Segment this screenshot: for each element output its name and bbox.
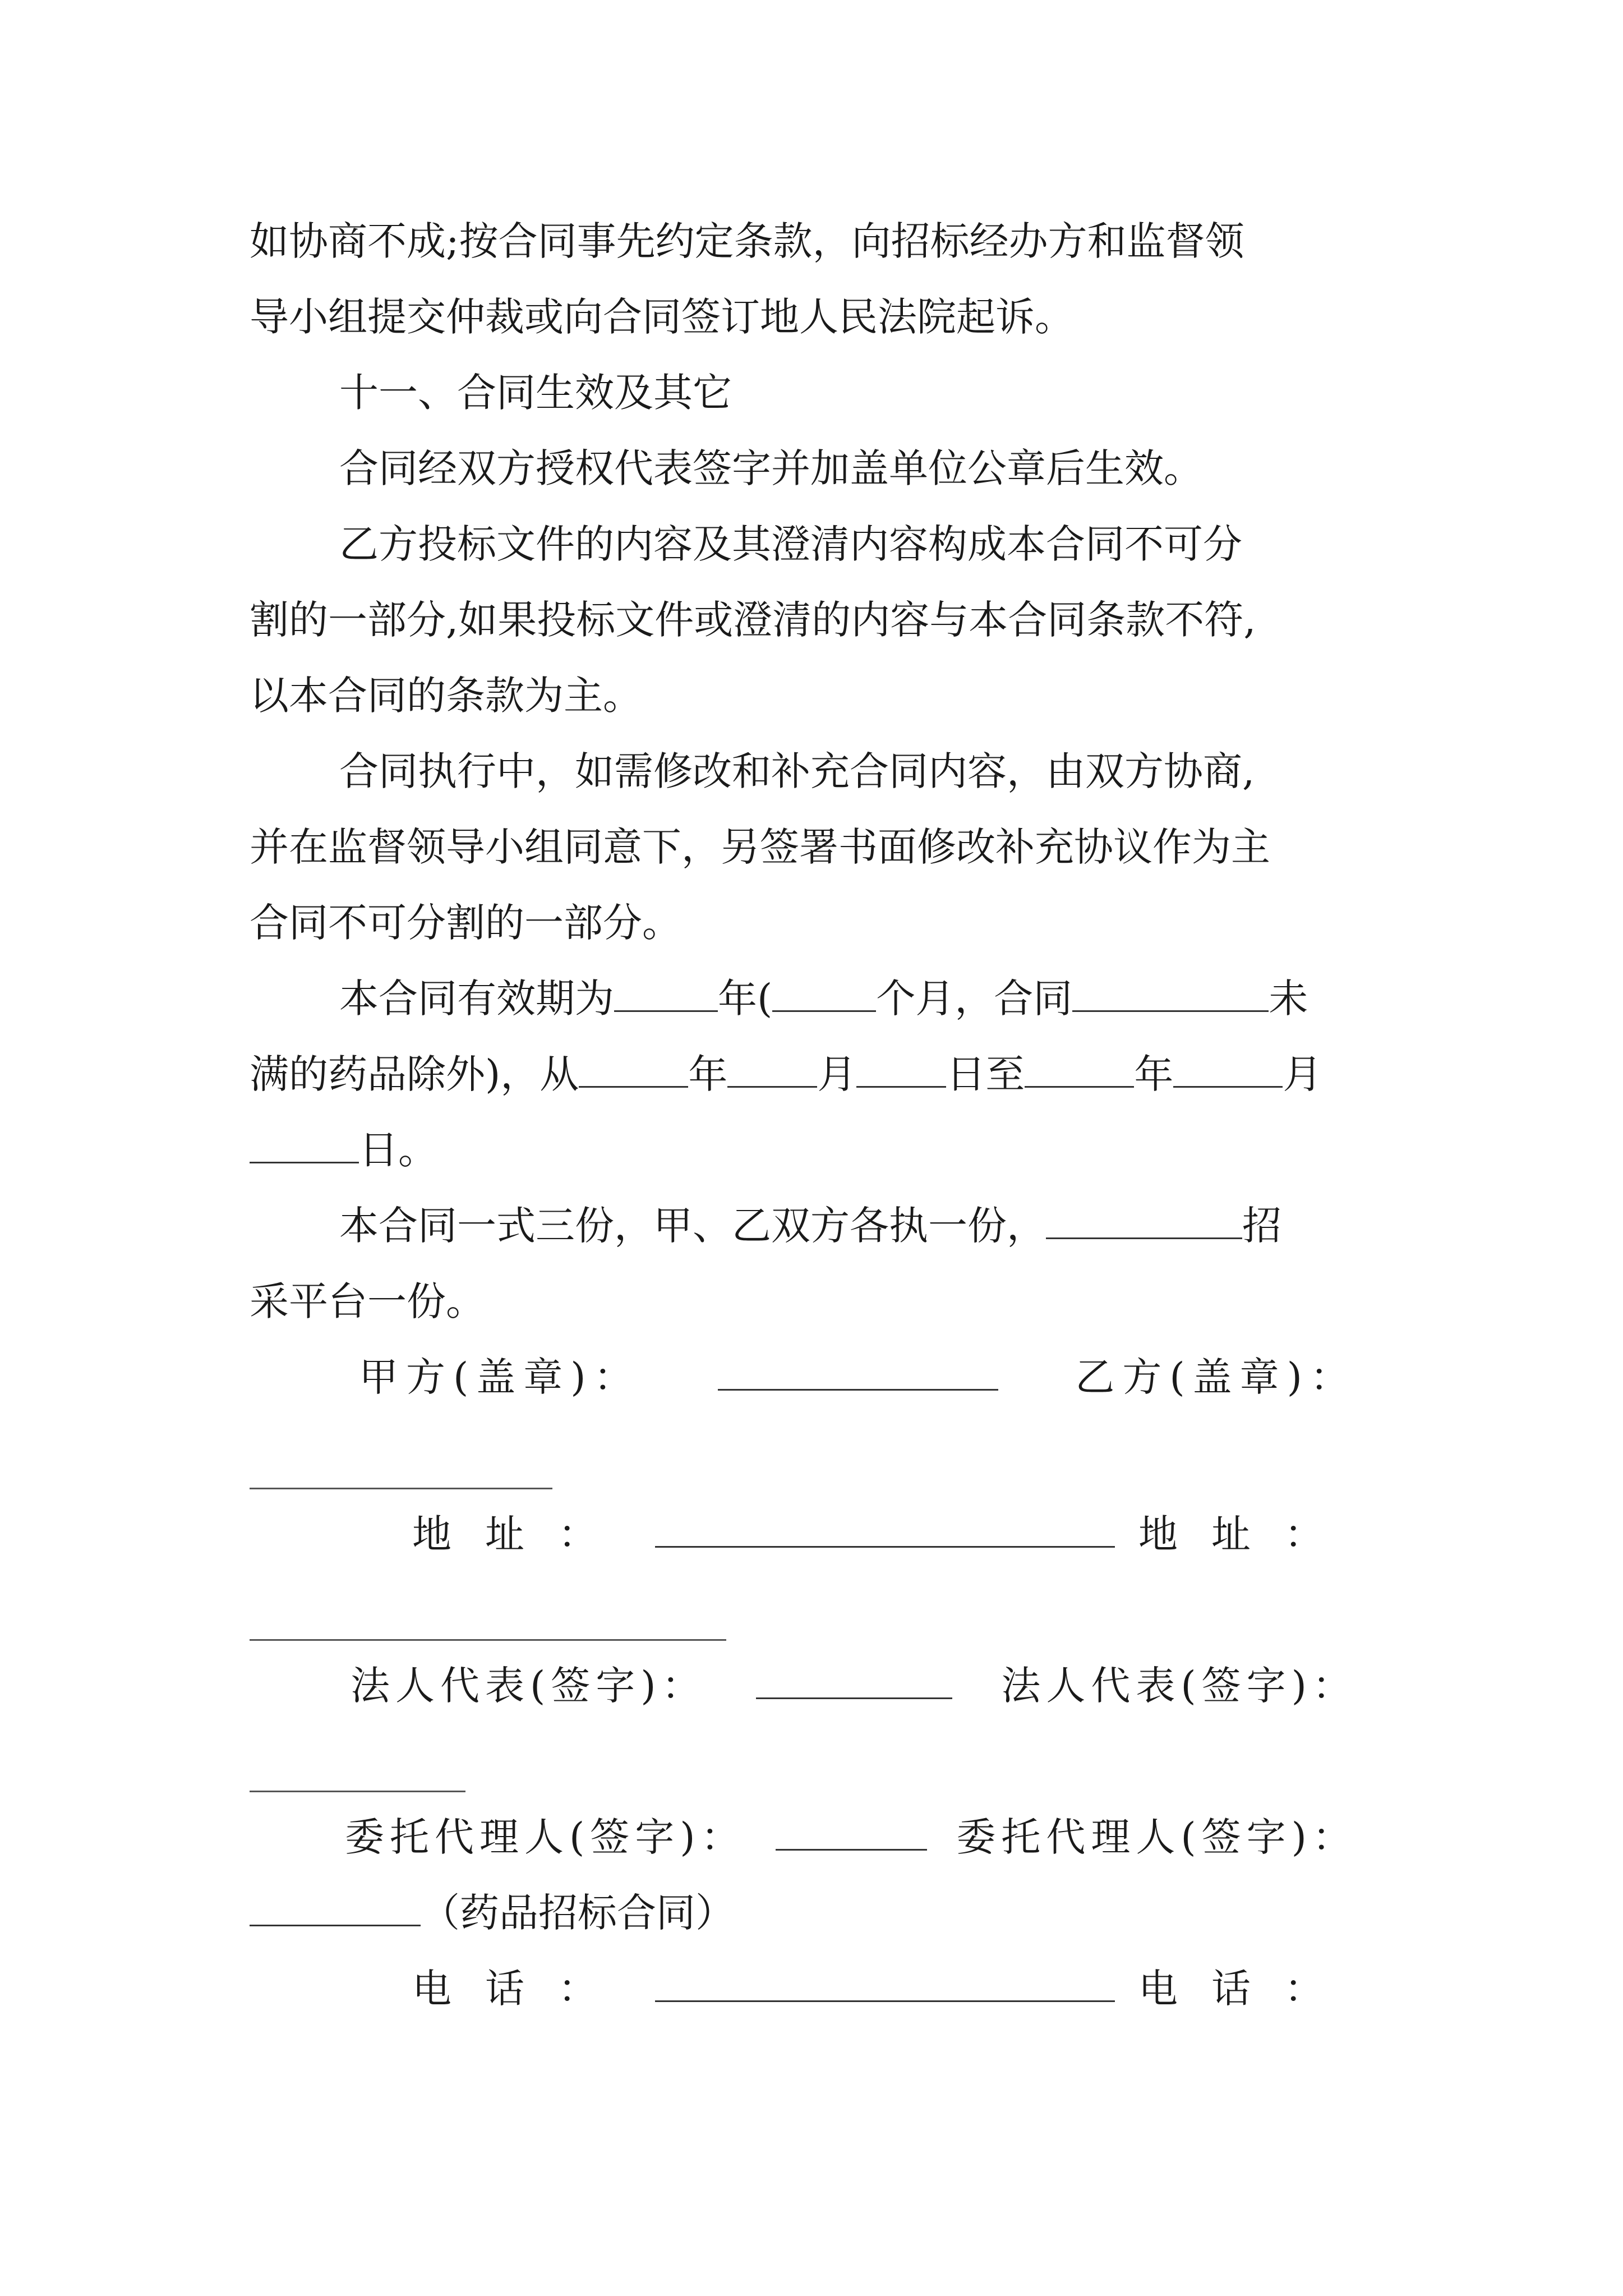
validity-text: 本合同有效期为	[339, 976, 614, 1022]
validity-text: 满的药品除外)，从	[250, 1051, 579, 1097]
validity-text: 日至	[946, 1051, 1025, 1097]
validity-text: 年(	[718, 976, 773, 1022]
validity-text: 个月，合同	[876, 976, 1073, 1022]
legal-rep-b-blank	[250, 1791, 465, 1792]
validity-line-3	[250, 1122, 437, 1178]
end-month-blank	[1173, 1052, 1283, 1088]
paragraph-line: 合同执行中，如需修改和补充合同内容，由双方协商,	[339, 748, 1255, 794]
start-day-blank	[856, 1052, 946, 1088]
paragraph-line: 合同经双方授权代表签字并加盖单位公章后生效。	[339, 445, 1203, 491]
contract-name: （药品招标合同）	[421, 1890, 735, 1936]
agent-b-label: 委托代理人(签字)：	[956, 1814, 1357, 1860]
agent-row	[345, 1809, 1357, 1865]
agent-b-blank	[250, 1891, 421, 1926]
legal-rep-row	[351, 1658, 1357, 1714]
legal-rep-b-label: 法人代表(签字)：	[1001, 1663, 1357, 1709]
agent-b-line	[250, 1885, 735, 1941]
phone-a-label: 电话：	[412, 1966, 631, 2012]
paragraph-line: 如协商不成;按合同事先约定条款，向招标经办方和监督领	[250, 218, 1244, 264]
seal-row	[359, 1349, 1357, 1405]
party-a-seal-label: 甲方(盖章)：	[359, 1354, 641, 1400]
paragraph-line: 导小组提交仲裁或向合同签订地人民法院起诉。	[250, 294, 1074, 340]
copies-text: 本合同一式三份，甲、乙双方各执一份，	[339, 1203, 1046, 1249]
section-heading: 十一、合同生效及其它	[339, 370, 732, 416]
copies-line-1	[339, 1198, 1281, 1254]
platform-blank	[1046, 1204, 1242, 1239]
end-day-blank	[250, 1128, 359, 1163]
copies-line-2: 采平台一份。	[250, 1278, 485, 1324]
phone-row	[412, 1961, 1357, 2017]
validity-text: 年	[688, 1051, 728, 1097]
agent-a-blank	[776, 1815, 927, 1851]
exception-blank	[1072, 977, 1269, 1012]
party-b-seal-label: 乙方(盖章)：	[1075, 1354, 1357, 1400]
party-b-seal-blank	[250, 1488, 552, 1489]
phone-a-blank	[655, 1967, 1115, 2002]
validity-text: 月	[817, 1051, 857, 1097]
agent-a-label: 委托代理人(签字)：	[345, 1814, 746, 1860]
validity-line-2	[250, 1046, 1322, 1102]
start-year-blank	[579, 1052, 688, 1088]
party-a-seal-blank	[718, 1355, 998, 1391]
address-row	[412, 1506, 1357, 1562]
legal-rep-a-label: 法人代表(签字)：	[351, 1663, 707, 1709]
years-blank	[614, 977, 718, 1012]
paragraph-line: 割的一部分,如果投标文件或澄清的内容与本合同条款不符,	[250, 597, 1256, 643]
paragraph-line: 合同不可分割的一部分。	[250, 900, 681, 946]
validity-text: 年	[1134, 1051, 1174, 1097]
paragraph-line: 以本合同的条款为主。	[250, 673, 642, 719]
paragraph-line: 并在监督领导小组同意下，另签署书面修改补充协议作为主	[250, 824, 1270, 870]
start-month-blank	[727, 1052, 817, 1088]
end-year-blank	[1025, 1052, 1134, 1088]
months-blank	[772, 977, 876, 1012]
paragraph-line: 乙方投标文件的内容及其澄清内容构成本合同不可分	[339, 521, 1242, 567]
address-a-blank	[655, 1512, 1115, 1548]
phone-b-label: 电话：	[1138, 1966, 1357, 2012]
validity-line-1	[339, 970, 1308, 1027]
validity-text: 月	[1283, 1051, 1322, 1097]
address-b-label: 地址：	[1138, 1511, 1357, 1557]
copies-text: 招	[1242, 1203, 1281, 1249]
address-a-label: 地址：	[412, 1511, 631, 1557]
validity-text: 日。	[359, 1127, 437, 1173]
address-b-blank	[250, 1639, 726, 1641]
legal-rep-a-blank	[756, 1664, 952, 1699]
validity-text: 未	[1269, 976, 1308, 1022]
